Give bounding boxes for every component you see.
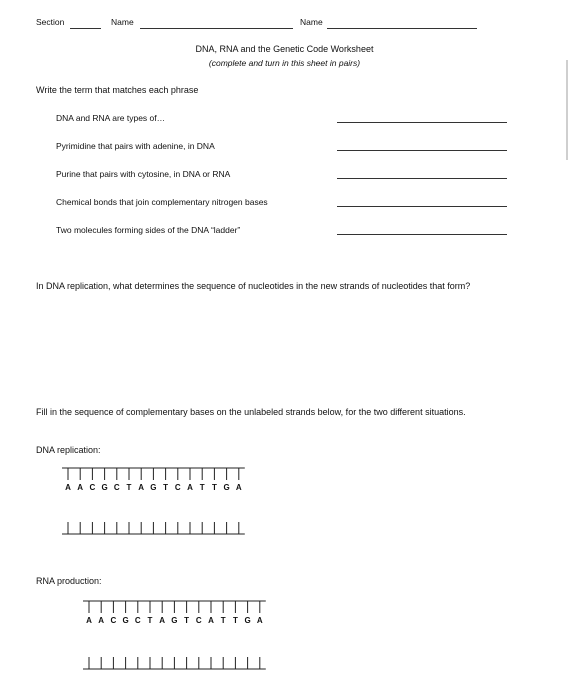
name-blank-2[interactable] xyxy=(327,28,477,29)
term-phrase-4: Chemical bonds that join complementary nitrogen bases xyxy=(56,197,268,207)
rna-template-base-label: G xyxy=(171,616,178,625)
rna-template-base-label: T xyxy=(232,616,238,625)
rna-production-label: RNA production: xyxy=(36,576,102,586)
rna-template-base-label: C xyxy=(195,616,202,625)
rna-template-base-label: T xyxy=(220,616,226,625)
dna-template-base-label: G xyxy=(101,483,108,492)
worksheet-subtitle: (complete and turn in this sheet in pairs) xyxy=(208,58,361,68)
worksheet-title: DNA, RNA and the Genetic Code Worksheet xyxy=(195,44,374,54)
dna-template-base-label: C xyxy=(89,483,96,492)
dna-template-base-label: C xyxy=(174,483,181,492)
rna-template-base-label: C xyxy=(110,616,117,625)
dna-template-base-label: A xyxy=(235,483,242,492)
dna-template-base-label: A xyxy=(187,483,193,492)
rna-template-base-label: G xyxy=(244,616,251,625)
dna-template-base-label: C xyxy=(113,483,120,492)
name-label-1: Name xyxy=(111,17,134,27)
dna-template-base-label: T xyxy=(199,483,205,492)
rna-template-base-label: A xyxy=(159,616,166,625)
rna-template-base-label: G xyxy=(122,616,129,625)
dna-template-base-label: G xyxy=(150,483,157,492)
rna-template-base-label: T xyxy=(147,616,153,625)
dna-template-base-label: G xyxy=(223,483,230,492)
term-answer-line-1[interactable] xyxy=(337,122,507,123)
dna-replication-label: DNA replication: xyxy=(36,445,101,455)
term-answer-line-2[interactable] xyxy=(337,150,507,151)
terms-instruction: Write the term that matches each phrase xyxy=(36,85,199,95)
rna-template-base-label: A xyxy=(208,616,214,625)
dna-template-base-label: A xyxy=(65,483,71,492)
dna-template-base-label: A xyxy=(77,483,84,492)
rna-template-base-label: T xyxy=(184,616,190,625)
name-blank-1[interactable] xyxy=(140,28,293,29)
replication-question: In DNA replication, what determines the sequence of nucleotides in the new strands of nucleotides that form? xyxy=(36,281,471,291)
dna-template-base-label: T xyxy=(211,483,217,492)
dna-template-base-label: T xyxy=(126,483,132,492)
term-phrase-3: Purine that pairs with cytosine, in DNA or RNA xyxy=(56,169,231,179)
term-phrase-1: DNA and RNA are types of… xyxy=(56,113,166,123)
rna-template-base-label: A xyxy=(256,616,263,625)
term-answer-line-3[interactable] xyxy=(337,178,507,179)
term-answer-line-5[interactable] xyxy=(337,234,507,235)
dna-template-base-label: T xyxy=(163,483,169,492)
term-phrase-5: Two molecules forming sides of the DNA “ladder” xyxy=(56,225,241,235)
section-blank[interactable] xyxy=(70,28,101,29)
dna-template-base-label: A xyxy=(138,483,145,492)
term-answer-line-4[interactable] xyxy=(337,206,507,207)
fill-instruction: Fill in the sequence of complementary bases on the unlabeled strands below, for the two different situations. xyxy=(36,407,466,417)
section-label: Section xyxy=(36,17,65,27)
page-edge-shadow xyxy=(566,60,568,160)
rna-template-base-label: A xyxy=(98,616,105,625)
term-phrase-2: Pyrimidine that pairs with adenine, in DNA xyxy=(56,141,215,151)
rna-template-base-label: C xyxy=(134,616,141,625)
rna-template-base-label: A xyxy=(86,616,92,625)
name-label-2: Name xyxy=(300,17,323,27)
